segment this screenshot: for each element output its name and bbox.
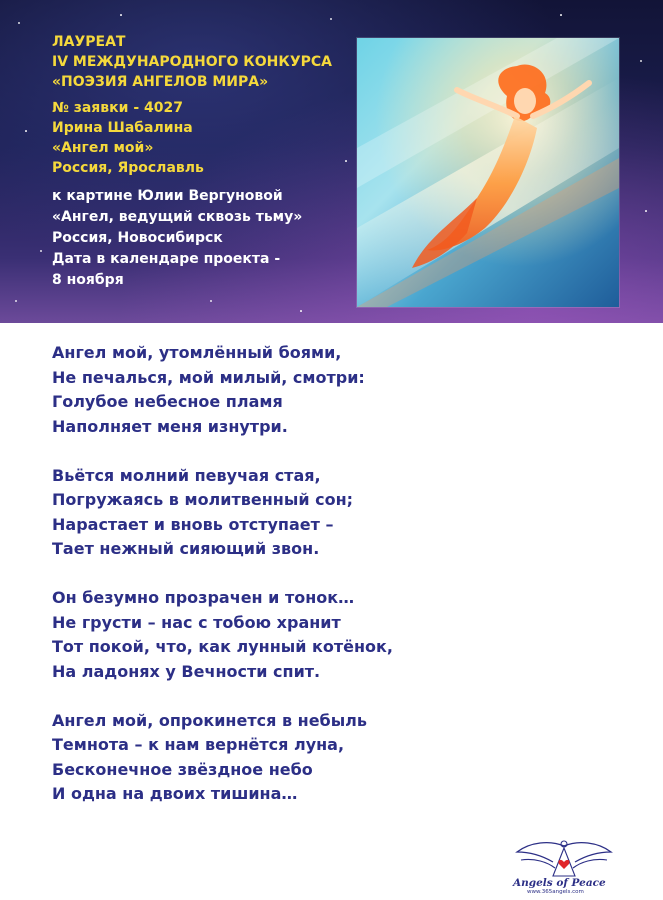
poem-line: Ангел мой, опрокинется в небыль <box>52 710 368 730</box>
laureate-line-3: «ПОЭЗИЯ АНГЕЛОВ МИРА» <box>52 74 269 90</box>
laureate-line-2: IV МЕЖДУНАРОДНОГО КОНКУРСА <box>52 54 332 70</box>
entry-info <box>52 32 342 291</box>
star <box>345 160 347 162</box>
poem-line: Темнота – к нам вернётся луна, <box>52 735 345 754</box>
angel-heart-icon <box>505 838 623 878</box>
entry-title: «Ангел мой» <box>52 140 154 156</box>
star <box>120 14 122 16</box>
poem-line: Голубое небесное пламя <box>52 392 283 411</box>
angel-painting-image <box>357 38 619 307</box>
angels-of-peace-logo <box>505 838 623 896</box>
poem-line: Погружаясь в молитвенный сон; <box>52 490 354 509</box>
star <box>300 310 302 312</box>
poem-line: Не грусти – нас с тобою хранит <box>52 612 341 632</box>
star <box>25 130 27 132</box>
poem-stanza <box>52 341 612 439</box>
poem-line: И одна на двоих тишина… <box>52 784 298 803</box>
poem <box>52 341 612 831</box>
poem-line: Он безумно прозрачен и тонок… <box>52 588 355 607</box>
entry-number: № заявки - 4027 <box>52 100 183 116</box>
painting-title: «Ангел, ведущий сквозь тьму» <box>52 209 303 225</box>
star <box>210 300 212 302</box>
poem-line: Нарастает и вновь отступает – <box>52 514 334 534</box>
poem-line: Тает нежный сияющий звон. <box>52 539 320 558</box>
poem-stanza <box>52 709 612 807</box>
star <box>330 18 332 20</box>
star <box>15 300 17 302</box>
poem-line: Ангел мой, утомлённый боями, <box>52 343 342 362</box>
star <box>560 14 562 16</box>
entry-location: Россия, Ярославль <box>52 160 204 176</box>
poem-stanza <box>52 586 612 684</box>
header-banner <box>0 0 663 323</box>
poem-line: Бесконечное звёздное небо <box>52 759 313 779</box>
poem-line: Не печалься, мой милый, смотри: <box>52 367 365 387</box>
entry-author: Ирина Шабалина <box>52 120 193 136</box>
poem-stanza <box>52 464 612 562</box>
poem-line: Наполняет меня изнутри. <box>52 416 288 436</box>
poem-line: Вьётся молний певучая стая, <box>52 465 321 485</box>
star <box>645 210 647 212</box>
poem-line: Тот покой, что, как лунный котёнок, <box>52 637 393 656</box>
star <box>40 250 42 252</box>
logo-url: www.365angels.com <box>527 889 584 895</box>
painting-artist: к картине Юлии Вергуновой <box>52 188 283 204</box>
laureate-line-1: ЛАУРЕАТ <box>52 34 126 50</box>
calendar-date: 8 ноября <box>52 272 124 288</box>
star <box>18 22 20 24</box>
logo-name: Angels of Peace <box>513 877 606 889</box>
star <box>640 60 642 62</box>
angel-painting <box>357 38 619 307</box>
painting-location: Россия, Новосибирск <box>52 230 223 246</box>
poem-line: На ладонях у Вечности спит. <box>52 661 321 681</box>
calendar-date-label: Дата в календаре проекта - <box>52 251 281 267</box>
